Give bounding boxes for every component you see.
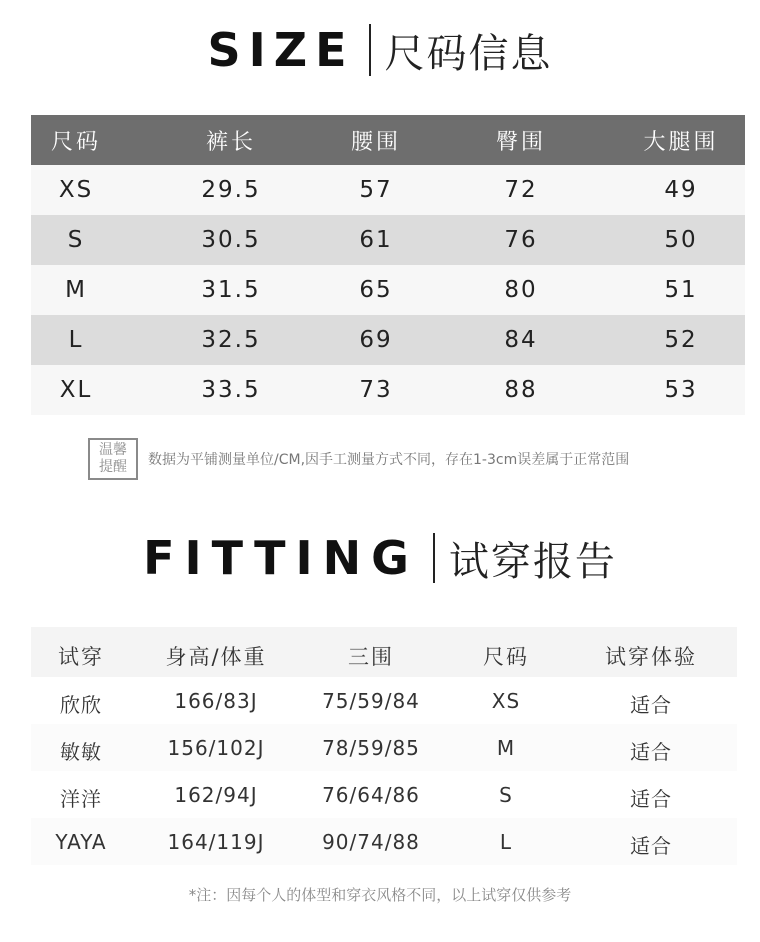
table-cell: 50 (664, 227, 698, 253)
table-cell: 33.5 (201, 377, 261, 403)
fitting-section-title (0, 528, 760, 588)
note-text: 数据为平铺测量单位/CM,因手工测量方式不同，存在1-3cm误差属于正常范围 (148, 452, 630, 468)
table-cell: 适合 (630, 787, 672, 811)
table-cell: XS (491, 689, 521, 713)
fitting-table-header (31, 627, 737, 677)
table-cell: 32.5 (201, 327, 261, 353)
model-name: YAYA (55, 830, 107, 854)
table-cell: 49 (664, 177, 698, 203)
header-cell: 裤长 (205, 129, 256, 155)
reminder-badge (88, 438, 138, 480)
table-row (31, 724, 737, 771)
table-cell: 90/74/88 (322, 830, 420, 854)
header-cell: 试穿 (58, 645, 104, 669)
header-cell: 大腿围 (643, 129, 719, 155)
table-cell: 53 (664, 377, 698, 403)
table-cell: 52 (664, 327, 698, 353)
table-cell: 76/64/86 (322, 783, 420, 807)
size-label: S (67, 227, 85, 253)
table-cell: S (499, 783, 513, 807)
size-label: M (65, 277, 87, 303)
table-cell: 51 (664, 277, 698, 303)
size-label: L (68, 327, 84, 353)
table-cell: M (496, 736, 516, 760)
table-row (31, 677, 737, 724)
reminder-badge-line: 提醒 (99, 459, 127, 475)
table-cell: 57 (359, 177, 393, 203)
size-title-cn: 尺码信息 (384, 30, 553, 77)
table-cell: 84 (504, 327, 538, 353)
table-row (31, 365, 745, 415)
table-cell: 76 (504, 227, 538, 253)
table-cell: 88 (504, 377, 538, 403)
table-cell: 80 (504, 277, 538, 303)
table-cell: 162/94J (174, 783, 258, 807)
model-name: 欣欣 (60, 693, 102, 717)
fitting-title-cn: 试穿报告 (448, 538, 617, 585)
fitting-table (31, 627, 737, 865)
table-cell: 适合 (630, 693, 672, 717)
table-cell: 29.5 (201, 177, 261, 203)
header-cell: 身高/体重 (165, 645, 267, 669)
table-cell: 75/59/84 (322, 689, 420, 713)
table-cell: 69 (359, 327, 393, 353)
header-cell: 臀围 (495, 129, 546, 155)
table-row (31, 818, 737, 865)
reminder-badge-line: 温馨 (99, 442, 127, 458)
table-cell: 适合 (630, 834, 672, 858)
table-row (31, 265, 745, 315)
title-divider (433, 533, 435, 583)
size-table-header (31, 115, 745, 165)
model-name: 敏敏 (60, 740, 102, 764)
fitting-title-en: FITTING (143, 531, 419, 585)
size-label: XS (58, 177, 94, 203)
table-cell: L (499, 830, 513, 854)
table-cell: 31.5 (201, 277, 261, 303)
header-cell: 尺码 (50, 129, 101, 155)
size-table (31, 115, 745, 415)
table-row (31, 215, 745, 265)
fitting-footer-note: *注：因每个人的体型和穿衣风格不同，以上试穿仅供参考 (188, 886, 572, 904)
table-cell: 78/59/85 (322, 736, 420, 760)
model-name: 洋洋 (60, 787, 102, 811)
size-section-title (0, 20, 760, 80)
measurement-note (88, 438, 629, 480)
table-row (31, 315, 745, 365)
table-cell: 73 (359, 377, 393, 403)
header-cell: 三围 (348, 645, 394, 669)
table-cell: 61 (359, 227, 393, 253)
title-divider (369, 24, 371, 76)
header-cell: 尺码 (483, 645, 529, 669)
table-cell: 适合 (630, 740, 672, 764)
table-row (31, 771, 737, 818)
table-cell: 164/119J (167, 830, 265, 854)
table-cell: 156/102J (167, 736, 265, 760)
table-cell: 65 (359, 277, 393, 303)
table-cell: 72 (504, 177, 538, 203)
table-row (31, 165, 745, 215)
header-cell: 腰围 (350, 129, 401, 155)
size-title-en: SIZE (207, 23, 355, 77)
table-cell: 166/83J (174, 689, 258, 713)
header-cell: 试穿体验 (605, 645, 697, 669)
table-cell: 30.5 (201, 227, 261, 253)
size-label: XL (59, 377, 93, 403)
